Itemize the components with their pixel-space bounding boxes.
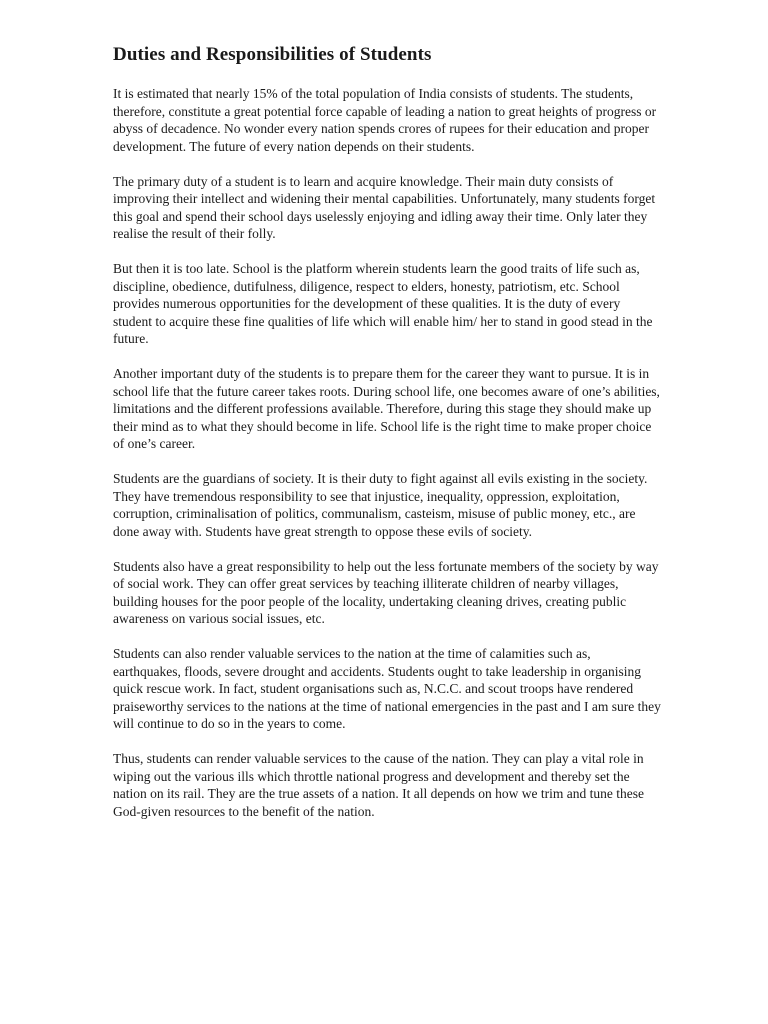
document-page bbox=[113, 42, 661, 838]
paragraph-5: Students are the guardians of society. It is their duty to fight against all evils existing in the society. They have tremendous responsibility to see that injustice, inequality, oppression, exploitation, corruption, criminalisation of politics, communalism, casteism, misuse of public money, etc., are done away with. Students have great strength to oppose these evils of society. bbox=[113, 471, 648, 539]
paragraph-1: It is estimated that nearly 15% of the total population of India consists of students. The students, therefore, constitute a great potential force capable of leading a nation to great heights of progress or abyss of decadence. No wonder every nation spends crores of rupees for their education and proper development. The future of every nation depends on their students. bbox=[113, 86, 657, 154]
paragraph-8: Thus, students can render valuable services to the cause of the nation. They can play a vital role in wiping out the various ills which throttle national progress and development and thereby set the nation on its rail. They are the true assets of a nation. It all depends on how we trim and tune these God-given resources to the benefit of the nation. bbox=[113, 751, 644, 819]
paragraph-7: Students can also render valuable services to the nation at the time of calamities such as, earthquakes, floods, severe drought and accidents. Students ought to take leadership in organising quick rescue work. In fact, student organisations such as, N.C.C. and scout troops have rendered praiseworthy services to the nations at the time of national emergencies in the past and I am sure they will continue to do so in the years to come. bbox=[113, 646, 661, 731]
document-title: Duties and Responsibilities of Students bbox=[113, 44, 432, 65]
paragraph-6: Students also have a great responsibility to help out the less fortunate members of the society by way of social work. They can offer great services by teaching illiterate children of nearby villages, building houses for the poor people of the locality, undertaking cleaning drives, creating public awareness on various social issues, etc. bbox=[113, 558, 659, 626]
paragraph-3: But then it is too late. School is the platform wherein students learn the good traits of life such as, discipline, obedience, dutifulness, diligence, respect to elders, honesty, patriotism, etc. School provides numerous opportunities for the development of these qualities. It is the duty of every student to acquire these fine qualities of life which will enable him/ her to stand in good stead in the future. bbox=[113, 261, 653, 346]
paragraph-2: The primary duty of a student is to learn and acquire knowledge. Their main duty consists of improving their intellect and widening their mental capabilities. Unfortunately, many students forget this goal and spend their school days uselessly enjoying and idling away their time. Only later they realise the result of their folly. bbox=[113, 173, 656, 241]
paragraph-4: Another important duty of the students is to prepare them for the career they want to pursue. It is in school life that the future career takes roots. During school life, one becomes aware of one’s abilities, limitations and the different professions available. Therefore, during this stage they should make up their mind as to what they should become in life. School life is the right time to make proper choice of one’s career. bbox=[113, 366, 660, 451]
